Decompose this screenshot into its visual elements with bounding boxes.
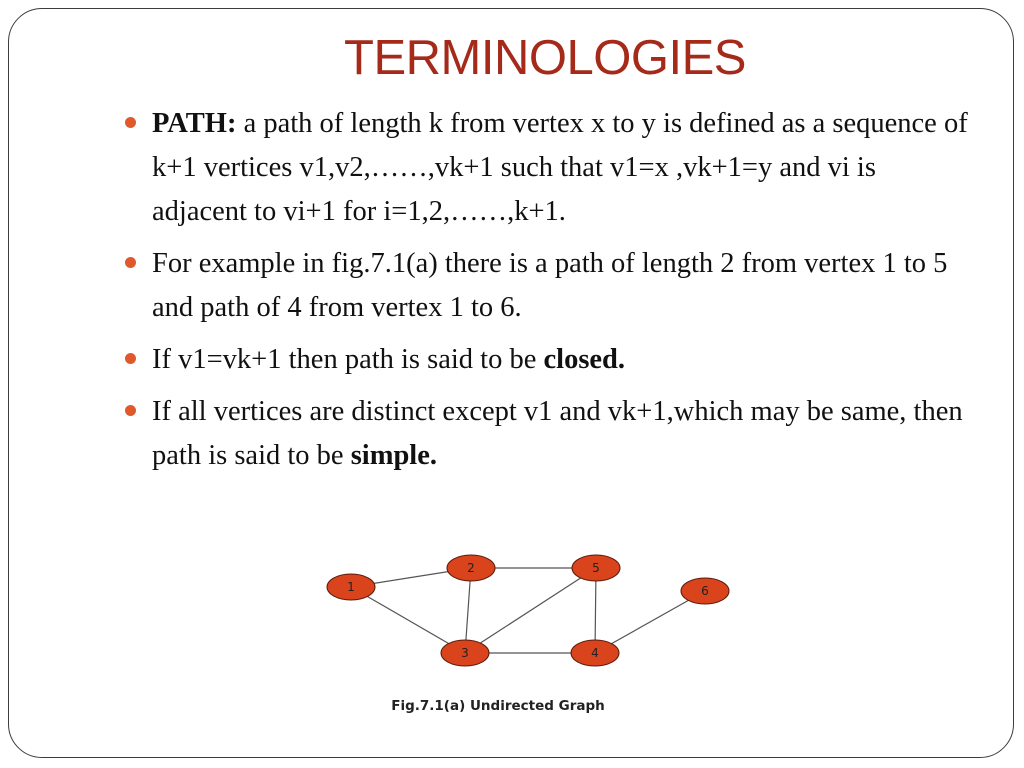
bullet-item-simple	[125, 390, 975, 478]
bullet-dot-icon	[125, 117, 136, 128]
simple-term: simple.	[350, 440, 437, 471]
closed-text: If v1=vk+1 then path is said to be	[152, 344, 544, 375]
bullet-list	[125, 102, 975, 486]
node-4	[571, 640, 619, 666]
closed-term: closed.	[543, 344, 626, 375]
node-4-label: 4	[591, 646, 599, 660]
example-text: For example in fig.7.1(a) there is a path of length 2 from vertex 1 to 5 and path of 4 from vertex 1 to 6.	[152, 248, 948, 323]
graph-edges	[351, 568, 705, 653]
simple-text: If all vertices are distinct except v1 and vk+1,which may be same, then path is said to be	[152, 396, 963, 471]
node-5-label: 5	[592, 561, 600, 575]
node-2	[447, 555, 495, 581]
path-definition: a path of length k from vertex x to y is defined as a sequence of k+1 vertices v1,v2,……,vk+1 such that v1=x ,vk+1=y and vi is adjacent to vi+1 for i=1,2,……,k+1.	[152, 108, 968, 227]
bullet-dot-icon	[125, 257, 136, 268]
edge-1-3	[351, 587, 465, 653]
node-2-label: 2	[467, 561, 475, 575]
edge-3-5	[465, 568, 596, 653]
bullet-dot-icon	[125, 405, 136, 416]
node-6	[681, 578, 729, 604]
node-5	[572, 555, 620, 581]
node-3-label: 3	[461, 646, 469, 660]
node-1-label: 1	[347, 580, 355, 594]
node-1	[327, 574, 375, 600]
bullet-item-example	[125, 242, 975, 330]
bullet-item-closed	[125, 338, 975, 382]
path-term: PATH:	[152, 108, 237, 139]
undirected-graph-figure	[318, 545, 738, 725]
bullet-item-path	[125, 102, 975, 234]
slide-title: TERMINOLOGIES	[344, 31, 746, 85]
node-6-label: 6	[701, 584, 709, 598]
graph-nodes	[327, 555, 729, 666]
graph-caption: Fig.7.1(a) Undirected Graph	[391, 698, 605, 714]
bullet-dot-icon	[125, 353, 136, 364]
node-3	[441, 640, 489, 666]
